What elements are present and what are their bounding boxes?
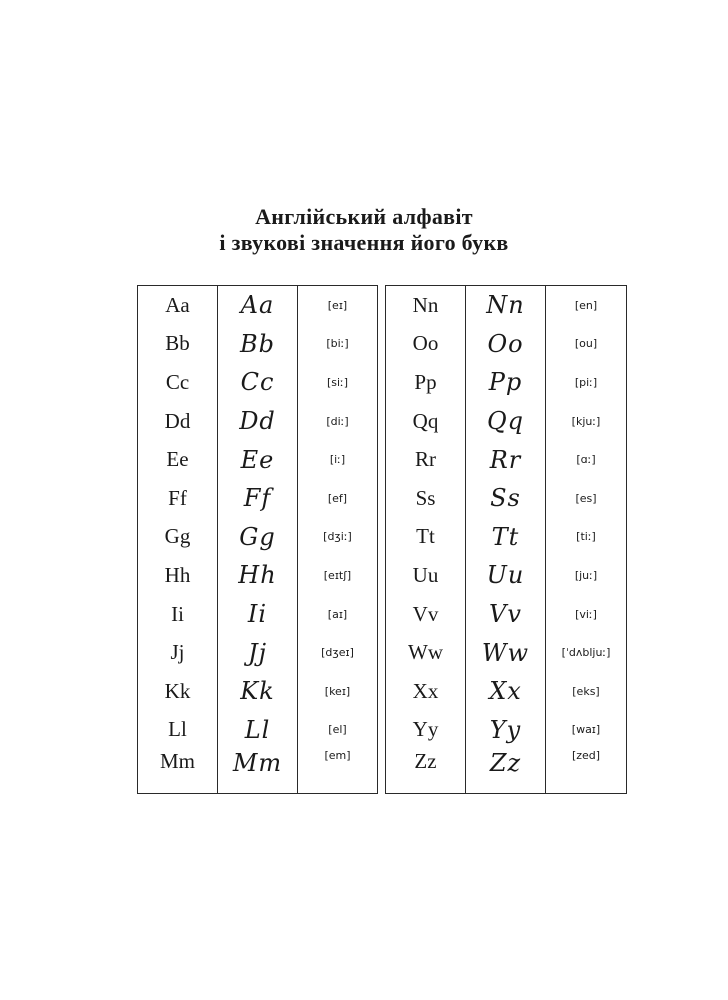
printed-letter: Gg xyxy=(138,518,218,557)
printed-letter: Xx xyxy=(386,672,466,711)
script-letter: Ee xyxy=(218,440,298,479)
printed-letter: Kk xyxy=(138,672,218,711)
title-line-1: Англійський алфавіт xyxy=(255,204,473,229)
script-letter: Xx xyxy=(466,672,546,711)
letter-row xyxy=(138,440,378,479)
transcription: [eɪtʃ] xyxy=(298,556,378,595)
transcription: [dʒeɪ] xyxy=(298,633,378,672)
letter-row xyxy=(386,479,627,518)
script-letter: Jj xyxy=(218,633,298,672)
script-letter: Ww xyxy=(466,633,546,672)
transcription: [ou] xyxy=(546,325,627,364)
letter-row xyxy=(386,556,627,595)
transcription: [piː] xyxy=(546,363,627,402)
printed-letter: Ll xyxy=(138,711,218,750)
script-letter: Nn xyxy=(466,286,546,325)
script-letter: Ff xyxy=(218,479,298,518)
printed-letter: Bb xyxy=(138,325,218,364)
printed-letter: Yy xyxy=(386,711,466,750)
letter-row xyxy=(386,440,627,479)
printed-letter: Aa xyxy=(138,286,218,325)
transcription: [juː] xyxy=(546,556,627,595)
script-letter: Ll xyxy=(218,711,298,750)
script-letter: Yy xyxy=(466,711,546,750)
transcription: [waɪ] xyxy=(546,711,627,750)
letter-row xyxy=(138,363,378,402)
transcription: [ɑː] xyxy=(546,440,627,479)
script-letter: Ss xyxy=(466,479,546,518)
alphabet-table-right xyxy=(385,285,627,794)
transcription: [viː] xyxy=(546,595,627,634)
printed-letter: Qq xyxy=(386,402,466,441)
letter-row xyxy=(138,286,378,325)
letter-row xyxy=(138,749,378,794)
title-line-2: і звукові значення його букв xyxy=(219,230,509,255)
transcription: [dʒiː] xyxy=(298,518,378,557)
printed-letter: Ii xyxy=(138,595,218,634)
alphabet-table-left xyxy=(137,285,378,794)
script-letter: Uu xyxy=(466,556,546,595)
script-letter: Pp xyxy=(466,363,546,402)
transcription: [em] xyxy=(298,749,378,794)
transcription: [tiː] xyxy=(546,518,627,557)
transcription: [kjuː] xyxy=(546,402,627,441)
transcription: [zed] xyxy=(546,749,627,794)
script-letter: Bb xyxy=(218,325,298,364)
letter-row xyxy=(138,518,378,557)
letter-row xyxy=(138,672,378,711)
printed-letter: Uu xyxy=(386,556,466,595)
transcription: [keɪ] xyxy=(298,672,378,711)
letter-row xyxy=(386,325,627,364)
script-letter: Aa xyxy=(218,286,298,325)
letter-row xyxy=(386,711,627,750)
script-letter: Mm xyxy=(218,749,298,794)
script-letter: Ii xyxy=(218,595,298,634)
script-letter: Gg xyxy=(218,518,298,557)
transcription: [es] xyxy=(546,479,627,518)
printed-letter: Rr xyxy=(386,440,466,479)
printed-letter: Jj xyxy=(138,633,218,672)
script-letter: Hh xyxy=(218,556,298,595)
letter-row xyxy=(386,402,627,441)
transcription: [biː] xyxy=(298,325,378,364)
transcription: [eɪ] xyxy=(298,286,378,325)
transcription: [siː] xyxy=(298,363,378,402)
letter-row xyxy=(138,711,378,750)
script-letter: Dd xyxy=(218,402,298,441)
script-letter: Cc xyxy=(218,363,298,402)
letter-row xyxy=(386,749,627,794)
script-letter: Kk xyxy=(218,672,298,711)
script-letter: Oo xyxy=(466,325,546,364)
transcription: [eks] xyxy=(546,672,627,711)
script-letter: Tt xyxy=(466,518,546,557)
printed-letter: Ww xyxy=(386,633,466,672)
letter-row xyxy=(386,672,627,711)
script-letter: Zz xyxy=(466,749,546,794)
transcription: [diː] xyxy=(298,402,378,441)
script-letter: Qq xyxy=(466,402,546,441)
printed-letter: Ss xyxy=(386,479,466,518)
printed-letter: Nn xyxy=(386,286,466,325)
transcription: [en] xyxy=(546,286,627,325)
letter-row xyxy=(138,556,378,595)
printed-letter: Cc xyxy=(138,363,218,402)
printed-letter: Hh xyxy=(138,556,218,595)
printed-letter: Ff xyxy=(138,479,218,518)
letter-row xyxy=(138,402,378,441)
letter-row xyxy=(138,479,378,518)
printed-letter: Vv xyxy=(386,595,466,634)
printed-letter: Pp xyxy=(386,363,466,402)
printed-letter: Dd xyxy=(138,402,218,441)
printed-letter: Tt xyxy=(386,518,466,557)
letter-row xyxy=(138,633,378,672)
transcription: [ˈdʌbljuː] xyxy=(546,633,627,672)
script-letter: Rr xyxy=(466,440,546,479)
letter-row xyxy=(386,363,627,402)
script-letter: Vv xyxy=(466,595,546,634)
printed-letter: Mm xyxy=(138,749,218,794)
letter-row xyxy=(386,286,627,325)
printed-letter: Ee xyxy=(138,440,218,479)
letter-row xyxy=(386,518,627,557)
transcription: [iː] xyxy=(298,440,378,479)
page-title xyxy=(0,204,728,256)
letter-row xyxy=(386,633,627,672)
letter-row xyxy=(138,325,378,364)
printed-letter: Zz xyxy=(386,749,466,794)
letter-row xyxy=(138,595,378,634)
transcription: [aɪ] xyxy=(298,595,378,634)
letter-row xyxy=(386,595,627,634)
transcription: [el] xyxy=(298,711,378,750)
printed-letter: Oo xyxy=(386,325,466,364)
transcription: [ef] xyxy=(298,479,378,518)
